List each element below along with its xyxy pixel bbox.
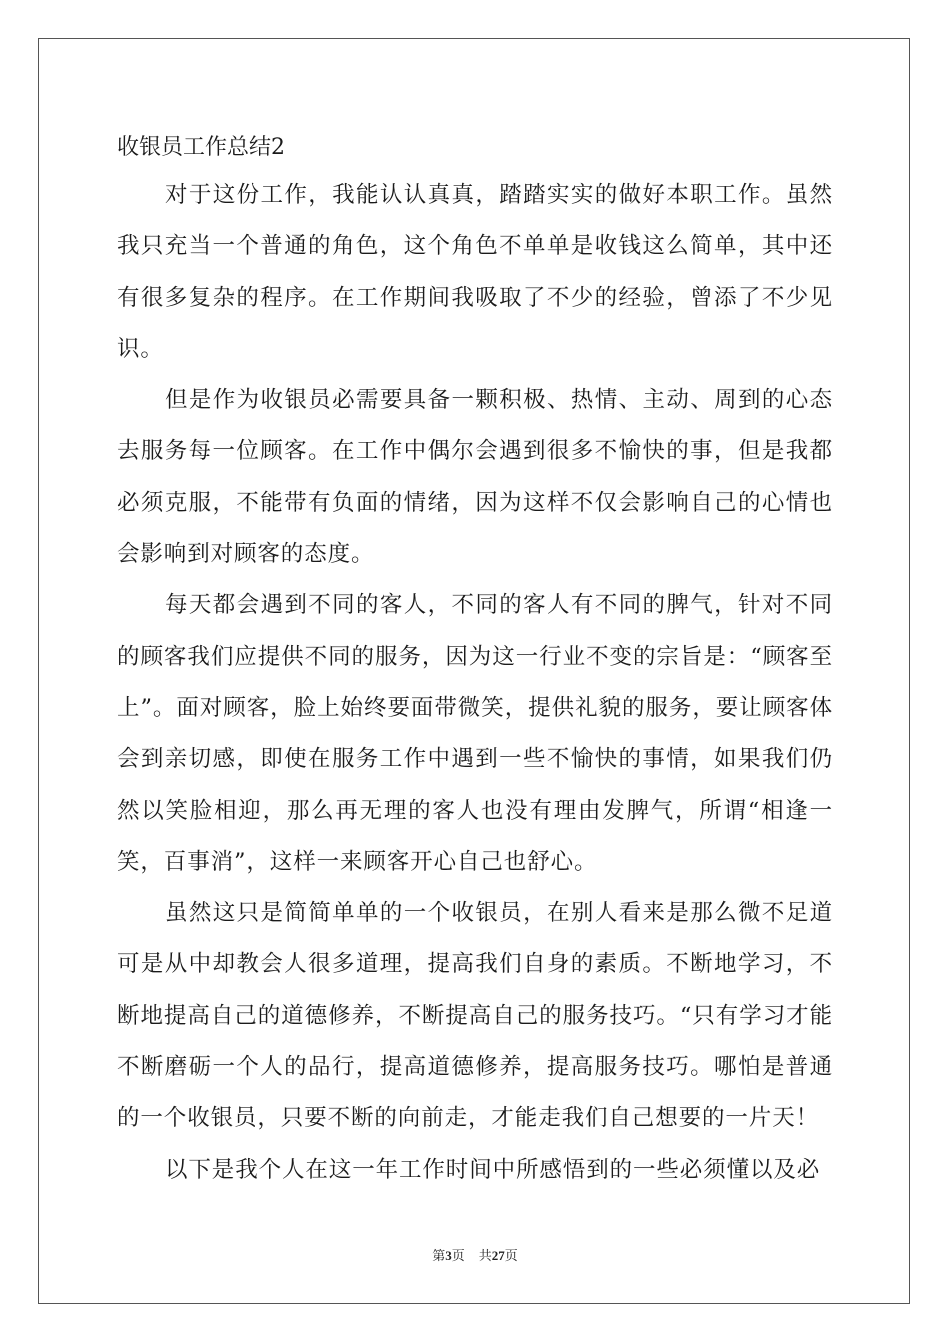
- document-title: 收银员工作总结2: [117, 135, 285, 160]
- total-suffix: 页: [504, 1248, 518, 1263]
- paragraph-3: 每天都会遇到不同的客人，不同的客人有不同的脾气，针对不同的顾客我们应提供不同的服务，因为这一行业不变的宗旨是：“顾客至上”。面对顾客，脸上始终要面带微笑，提供礼貌的服务，要让顾客体会到亲切感，即使在服务工作中遇到一些不愉快的事情，如果我们仍然以笑脸相迎，那么再无理的客人也没有理由发脾气，所谓“相逢一笑，百事消”，这样一来顾客开心自己也舒心。: [117, 592, 833, 875]
- current-page-number: 3: [445, 1248, 452, 1263]
- paragraph-5: 以下是我个人在这一年工作时间中所感悟到的一些必须懂以及必: [165, 1156, 821, 1183]
- page-prefix: 第: [432, 1248, 446, 1263]
- paragraph-4: 虽然这只是简简单单的一个收银员，在别人看来是那么微不足道可是从中却教会人很多道理，提高我们自身的素质。不断地学习，不断地提高自己的道德修养，不断提高自己的服务技巧。“只有学习才能不断磨砺一个人的品行，提高道德修养，提高服务技巧。哪怕是普通的一个收银员，只要不断的向前走，才能走我们自己想要的一片天！: [117, 900, 833, 1132]
- total-prefix: 共: [478, 1248, 492, 1263]
- total-page-count: 27: [491, 1248, 505, 1263]
- paragraph-2: 但是作为收银员必需要具备一颗积极、热情、主动、周到的心态去服务每一位顾客。在工作中偶尔会遇到很多不愉快的事，但是我都必须克服，不能带有负面的情绪，因为这样不仅会影响自己的心情也会影响到对顾客的态度。: [117, 387, 833, 568]
- document-body: [117, 126, 833, 1196]
- page-footer: [0, 1247, 950, 1265]
- paragraph-1: 对于这份工作，我能认认真真，踏踏实实的做好本职工作。虽然我只充当一个普通的角色，这个角色不单单是收钱这么简单，其中还有很多复杂的程序。在工作期间我吸取了不少的经验，曾添了不少见识。: [117, 182, 833, 362]
- page-suffix: 页: [451, 1248, 465, 1263]
